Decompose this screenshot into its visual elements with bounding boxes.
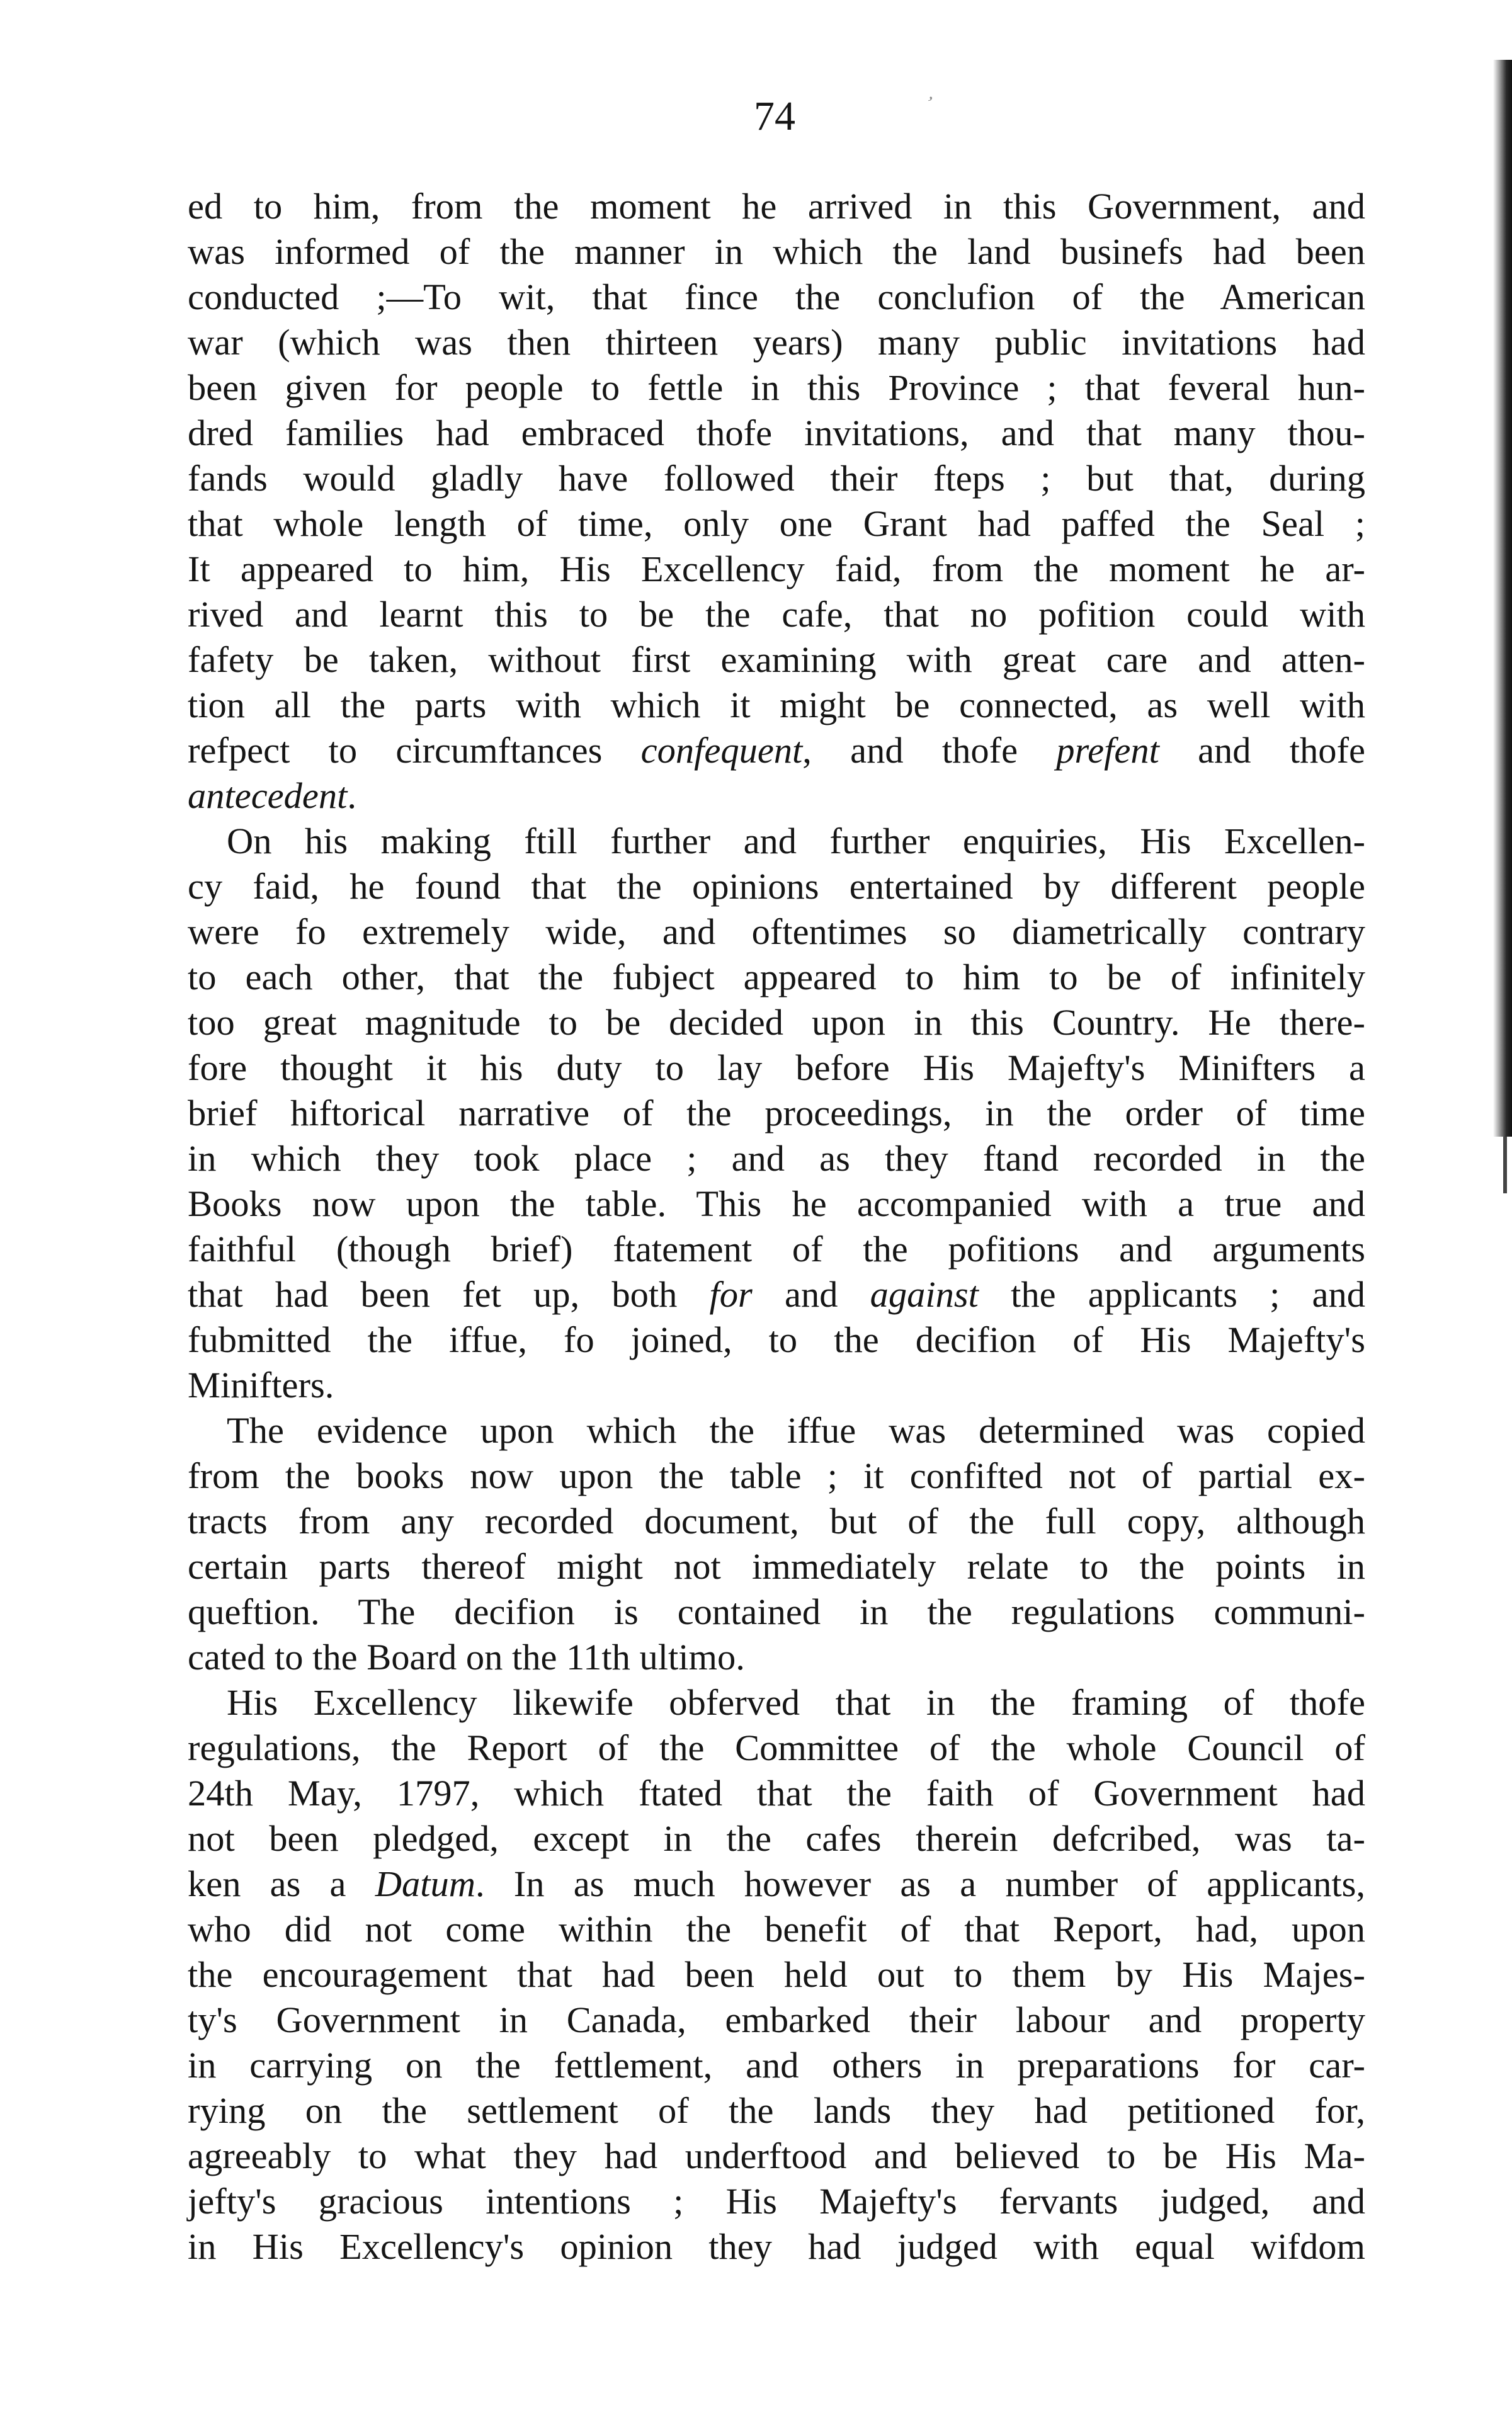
text-segment: fands would gladly have followed their fteps ; but that, during [188, 458, 1365, 499]
text-segment: that whole length of time, only one Grant had paffed the Seal ; [188, 503, 1365, 544]
text-segment: dred families had embraced thofe invitations, and that many thou- [188, 412, 1365, 453]
text-segment: On his making ftill further and further enquiries, His Excellen- [227, 821, 1365, 861]
text-segment: . [347, 775, 356, 816]
text-segment: tion all the parts with which it might be connected, as well with [188, 685, 1365, 725]
text-line [188, 1589, 1365, 1635]
text-segment: cated to the Board on the 11th ultimo. [188, 1637, 745, 1678]
text-line [188, 1544, 1365, 1589]
text-segment: agreeably to what they had underftood and believed to be His Ma- [188, 2135, 1365, 2176]
italic-text: for [709, 1274, 753, 1315]
text-line [188, 1816, 1365, 1861]
text-segment: rying on the settlement of the lands they had petitioned for, [188, 2090, 1365, 2131]
text-line [188, 2134, 1365, 2179]
text-segment: in His Excellency's opinion they had judged with equal wifdom [188, 2226, 1365, 2267]
text-line [188, 864, 1365, 909]
text-line [188, 1952, 1365, 1997]
text-line [188, 1907, 1365, 1952]
text-segment: The evidence upon which the iffue was determined was copied [227, 1410, 1365, 1451]
text-segment: conducted ;—To wit, that fince the conclufion of the American [188, 276, 1365, 317]
text-line [188, 637, 1365, 683]
text-segment: Minifters. [188, 1365, 334, 1406]
text-line [188, 2224, 1365, 2270]
text-line [188, 2088, 1365, 2134]
text-segment: 24th May, 1797, which ftated that the faith of Government had [188, 1773, 1365, 1814]
text-segment: jefty's gracious intentions ; His Majefty's fervants judged, and [188, 2181, 1365, 2222]
text-line [188, 365, 1365, 411]
text-segment: the applicants ; and [978, 1274, 1365, 1315]
text-line [188, 501, 1365, 547]
text-line [188, 955, 1365, 1000]
stray-ink-mark: ʼ [922, 92, 936, 114]
body-text [188, 184, 1365, 2270]
text-segment: not been pledged, except in the cafes therein defcribed, was ta- [188, 1818, 1365, 1859]
text-line [188, 1861, 1365, 1907]
text-line [188, 1499, 1365, 1544]
text-line [188, 456, 1365, 501]
text-line [188, 275, 1365, 320]
text-line [188, 320, 1365, 365]
italic-text: confequent [640, 730, 803, 771]
paragraph [188, 1680, 1365, 2270]
page-number: 74 [754, 93, 795, 139]
text-line [188, 683, 1365, 728]
paragraph [188, 1408, 1365, 1680]
text-segment: that had been fet up, both [188, 1274, 710, 1315]
text-line [188, 2179, 1365, 2224]
text-line [188, 547, 1365, 592]
text-segment: the encouragement that had been held out to them by His Majes- [188, 1954, 1365, 1995]
text-line [188, 1227, 1365, 1272]
text-segment: brief hiftorical narrative of the proceedings, in the order of time [188, 1093, 1365, 1134]
text-segment: was informed of the manner in which the land businefs had been [188, 231, 1365, 272]
text-segment: refpect to circumftances [188, 730, 641, 771]
text-line [188, 229, 1365, 275]
text-line [188, 1635, 1365, 1680]
text-line [188, 728, 1365, 773]
text-segment: ed to him, from the moment he arrived in this Government, and [188, 186, 1365, 227]
text-segment: war (which was then thirteen years) many public invitations had [188, 322, 1365, 363]
italic-text: antecedent [188, 775, 348, 816]
text-segment: and [752, 1274, 870, 1315]
text-line [188, 1272, 1365, 1317]
text-line [188, 1997, 1365, 2043]
text-line [188, 1363, 1365, 1408]
text-segment: to each other, that the fubject appeared to him to be of infinitely [188, 957, 1365, 997]
text-line [188, 1136, 1365, 1181]
text-line [188, 1771, 1365, 1816]
text-segment: , and thofe [802, 730, 1057, 771]
text-line [188, 909, 1365, 955]
italic-text: Datum [375, 1863, 475, 1904]
text-segment: . In as much however as a number of applicants, [475, 1863, 1365, 1904]
text-segment: queftion. The decifion is contained in the regulations communi- [188, 1591, 1365, 1632]
text-line [188, 592, 1365, 637]
text-segment: ken as a [188, 1863, 375, 1904]
text-segment: Books now upon the table. This he accompanied with a true and [188, 1183, 1365, 1224]
text-segment: It appeared to him, His Excellency faid, from the moment he ar- [188, 548, 1365, 589]
text-segment: who did not come within the benefit of that Report, had, upon [188, 1909, 1365, 1950]
text-segment: rived and learnt this to be the cafe, that no pofition could with [188, 594, 1365, 635]
scan-edge-mark [1503, 1137, 1507, 1193]
paragraph [188, 184, 1365, 819]
text-line [188, 1408, 1365, 1453]
text-segment: fubmitted the iffue, fo joined, to the decifion of His Majefty's [188, 1319, 1365, 1360]
text-line [188, 1317, 1365, 1363]
text-segment: fafety be taken, without first examining with great care and atten- [188, 639, 1365, 680]
text-line [188, 1453, 1365, 1499]
text-line [188, 1045, 1365, 1091]
text-line [188, 773, 1365, 819]
text-segment: and thofe [1159, 730, 1365, 771]
text-segment: certain parts thereof might not immediately relate to the points in [188, 1546, 1365, 1587]
text-segment: regulations, the Report of the Committee of the whole Council of [188, 1727, 1365, 1768]
text-line [188, 1680, 1365, 1725]
text-line [188, 1091, 1365, 1136]
text-line [188, 1181, 1365, 1227]
text-segment: too great magnitude to be decided upon in this Country. He there- [188, 1002, 1365, 1043]
text-segment: faithful (though brief) ftatement of the pofitions and arguments [188, 1229, 1365, 1270]
italic-text: prefent [1056, 730, 1159, 771]
italic-text: against [870, 1274, 979, 1315]
text-segment: in carrying on the fettlement, and others in preparations for car- [188, 2045, 1365, 2086]
text-segment: from the books now upon the table ; it confifted not of partial ex- [188, 1455, 1365, 1496]
text-line [188, 1725, 1365, 1771]
text-line [188, 2043, 1365, 2088]
text-segment: His Excellency likewife obferved that in the framing of thofe [227, 1682, 1365, 1723]
text-segment: cy faid, he found that the opinions entertained by different people [188, 866, 1365, 907]
text-segment: were fo extremely wide, and oftentimes so diametrically contrary [188, 911, 1365, 952]
text-segment: been given for people to fettle in this Province ; that feveral hun- [188, 367, 1365, 408]
text-segment: fore thought it his duty to lay before His Majefty's Minifters a [188, 1047, 1365, 1088]
scan-edge-shadow [1493, 60, 1512, 1137]
text-line [188, 1000, 1365, 1045]
text-line [188, 184, 1365, 229]
text-line [188, 819, 1365, 864]
paragraph [188, 819, 1365, 1408]
text-segment: tracts from any recorded document, but of the full copy, although [188, 1501, 1365, 1542]
text-segment: ty's Government in Canada, embarked their labour and property [188, 1999, 1365, 2040]
text-segment: in which they took place ; and as they ftand recorded in the [188, 1138, 1365, 1179]
text-line [188, 411, 1365, 456]
